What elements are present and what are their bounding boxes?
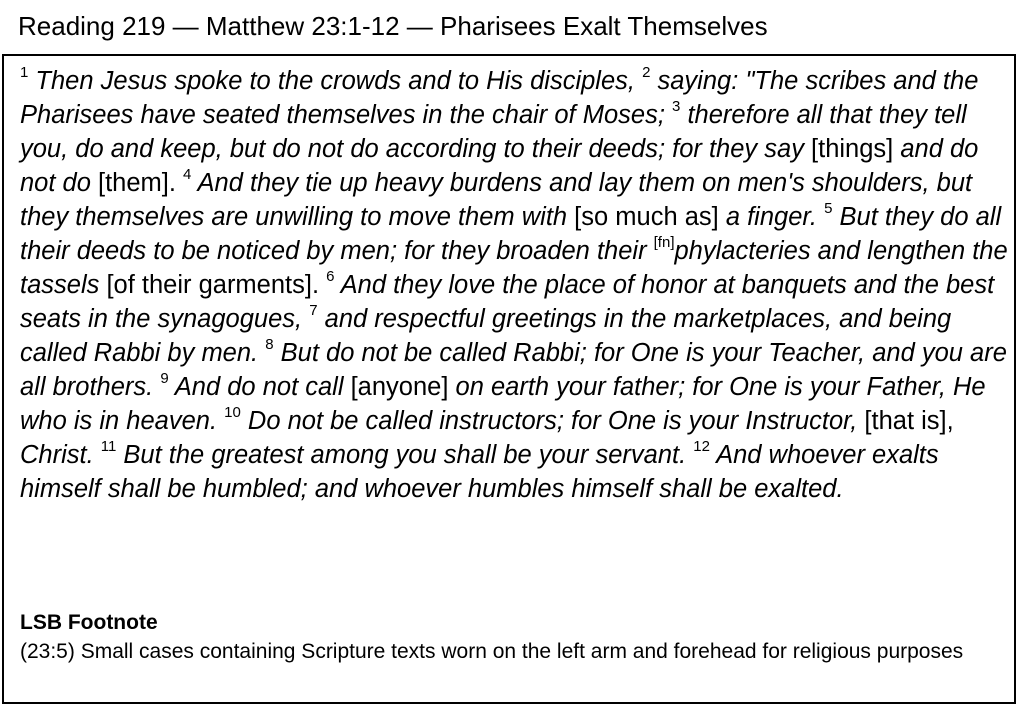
footnote-marker: [fn]: [653, 233, 675, 251]
verse-text: a finger.: [725, 203, 825, 231]
supplied-words: [that is],: [864, 407, 954, 435]
verse-text: But they do all their deeds to be noticed by men; for they broaden their: [20, 203, 1002, 265]
verse-number: 2: [642, 63, 651, 81]
verse-text: on earth your father; for One is your Father, He who is in heaven.: [20, 373, 986, 435]
verse-number: 9: [160, 369, 169, 387]
scripture-passage: [20, 64, 1010, 506]
verse-text: and respectful greetings in the marketplaces, and being called Rabbi by men.: [20, 305, 952, 367]
verse-text: Then Jesus spoke to the crowds and to His disciples,: [28, 67, 643, 95]
page-title: Reading 219 — Matthew 23:1-12 — Pharisees Exalt Themselves: [18, 11, 768, 41]
verse-text: Do not be called instructors; for One is your Instructor,: [240, 407, 865, 435]
supplied-words: [of their garments].: [106, 271, 327, 299]
verse-text: Christ.: [20, 441, 101, 469]
verse-text: saying: "The scribes and the Pharisees have seated themselves in the chair of Moses;: [20, 67, 979, 129]
verse-number: 12: [693, 437, 710, 455]
verse-number: 10: [224, 403, 241, 421]
verse-text: phylacteries and lengthen the tassels: [20, 237, 1008, 299]
footnote-title: LSB Footnote: [20, 611, 158, 634]
verse-text: But the greatest among you shall be your servant.: [116, 441, 694, 469]
verse-number: 11: [100, 437, 117, 455]
supplied-words: [anyone]: [350, 373, 456, 401]
supplied-words: [things]: [811, 135, 901, 163]
verse-number: 1: [20, 63, 29, 81]
verse-number: 5: [824, 199, 833, 217]
verse-text: And do not call: [168, 373, 351, 401]
verse-number: 6: [326, 267, 335, 285]
supplied-words: [them].: [97, 169, 184, 197]
footnote-text: (23:5) Small cases containing Scripture texts worn on the left arm and forehead for religious purposes: [20, 640, 964, 663]
verse-text: But do not be called Rabbi; for One is your Teacher, and you are all brothers.: [20, 339, 1007, 401]
verse-text: And whoever exalts himself shall be humbled; and whoever humbles himself shall be exalted.: [20, 441, 939, 503]
verse-number: 7: [309, 301, 318, 319]
verse-text: and do not do: [20, 135, 979, 197]
verse-text: And they tie up heavy burdens and lay them on men's shoulders, but they themselves are unwilling to move them with: [20, 169, 973, 231]
verse-text: And they love the place of honor at banquets and the best seats in the synagogues,: [20, 271, 995, 333]
verse-text: therefore all that they tell you, do and keep, but do not do according to their deeds; for they say: [20, 101, 967, 163]
reading-box: [2, 54, 1016, 704]
verse-number: 8: [265, 335, 274, 353]
supplied-words: [so much as]: [574, 203, 726, 231]
verse-number: 3: [672, 97, 681, 115]
verse-number: 4: [183, 165, 192, 183]
